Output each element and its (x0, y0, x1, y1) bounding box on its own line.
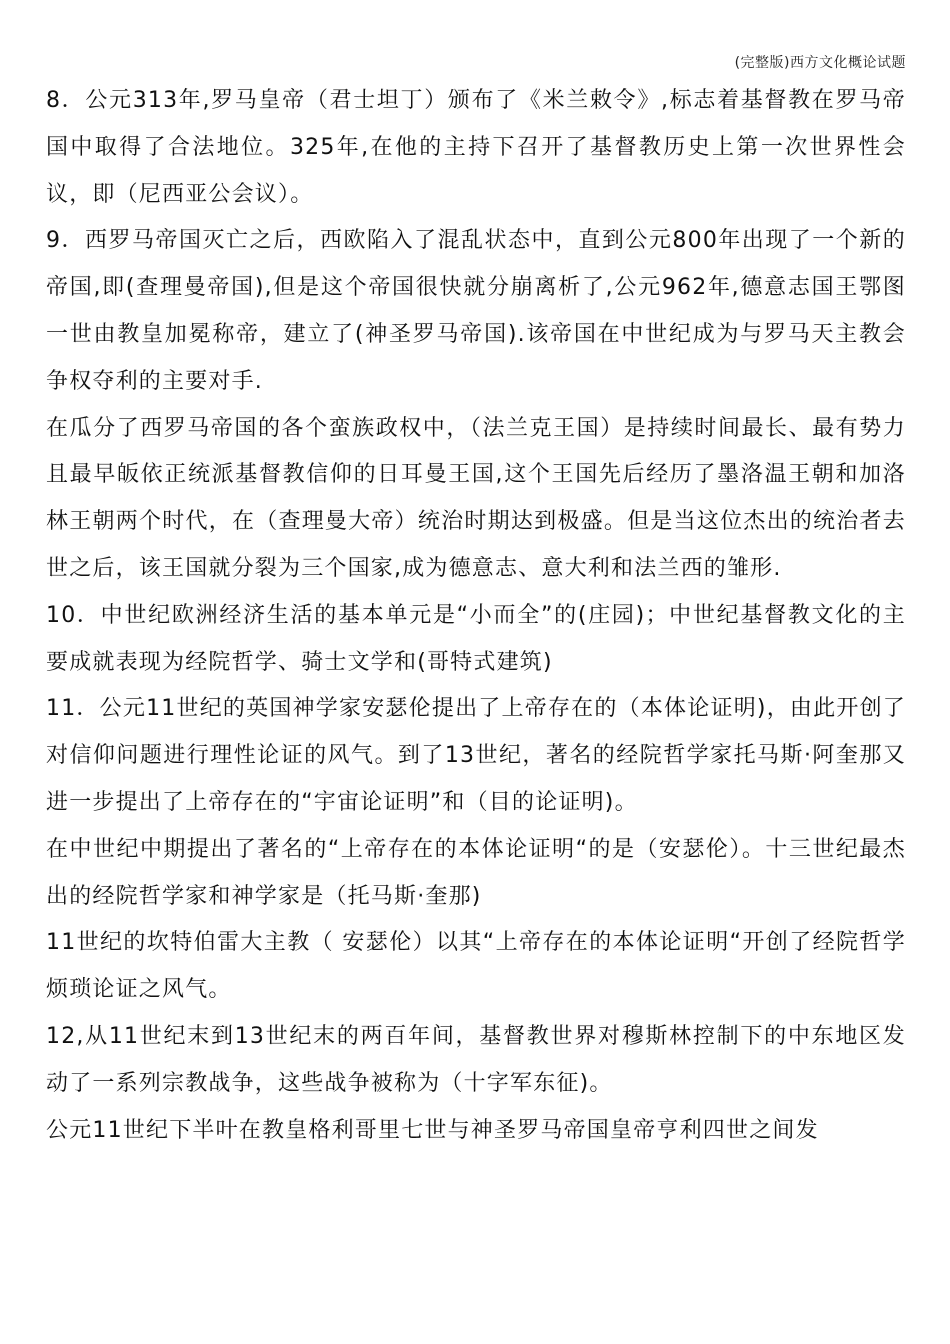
paragraph-question-11: 11．公元11世纪的英国神学家安瑟伦提出了上帝存在的（本体论证明)，由此开创了对信仰问题进行理性论证的风气。到了13世纪，著名的经院哲学家托马斯·阿奎那又进一步提出了上帝存在的“宇宙论证明”和（目的论证明)。 (46, 696, 906, 815)
paragraph-ontological-argument: 在中世纪中期提出了著名的“上帝存在的本体论证明“的是（安瑟伦）。十三世纪最杰出的经院哲学家和神学家是（托马斯·奎那) (46, 836, 906, 909)
paragraph-question-10: 10．中世纪欧洲经济生活的基本单元是“小而全”的(庄园)；中世纪基督教文化的主要成就表现为经院哲学、骑士文学和(哥特式建筑) (46, 602, 906, 675)
paragraph-question-9: 9．西罗马帝国灭亡之后，西欧陷入了混乱状态中，直到公元800年出现了一个新的帝国,即(查理曼帝国),但是这个帝国很快就分崩离析了,公元962年,德意志国王鄂图一世由教皇加冕称帝，建立了(神圣罗马帝国).该帝国在中世纪成为与罗马天主教会争权夺利的主要对手. (46, 228, 906, 394)
paragraph-investiture: 公元11世纪下半叶在教皇格利哥里七世与神圣罗马帝国皇帝亨利四世之间发 (46, 1117, 819, 1143)
paragraph-question-8: 8．公元313年,罗马皇帝（君士坦丁）颁布了《米兰敕令》,标志着基督教在罗马帝国中取得了合法地位。325年,在他的主持下召开了基督教历史上第一次世界性会议，即（尼西亚公会议）。 (46, 88, 906, 207)
paragraph-question-12: 12,从11世纪末到13世纪末的两百年间，基督教世界对穆斯林控制下的中东地区发动了一系列宗教战争，这些战争被称为（十字军东征)。 (46, 1023, 906, 1096)
page-header-title: (完整版)西方文化概论试题 (734, 55, 906, 71)
paragraph-anselm: 11世纪的坎特伯雷大主教（ 安瑟伦）以其“上帝存在的本体论证明“开创了经院哲学烦琐论证之风气。 (46, 930, 906, 1003)
document-body (46, 78, 906, 1154)
paragraph-frankish-kingdom: 在瓜分了西罗马帝国的各个蛮族政权中，（法兰克王国）是持续时间最长、最有势力且最早皈依正统派基督教信仰的日耳曼王国,这个王国先后经历了墨洛温王朝和加洛林王朝两个时代，在（查理曼大帝）统治时期达到极盛。但是当这位杰出的统治者去世之后，该王国就分裂为三个国家,成为德意志、意大利和法兰西的雏形. (46, 415, 906, 581)
